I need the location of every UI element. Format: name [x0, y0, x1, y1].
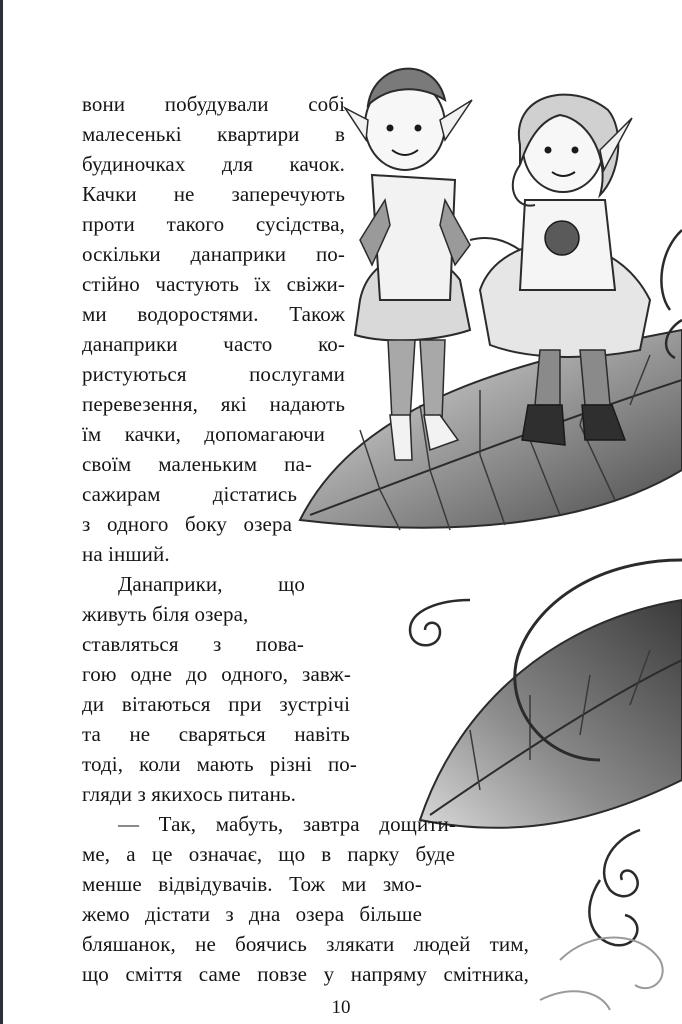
text-line: тоді, коли мають різні по-: [82, 752, 357, 776]
text-line: жемо дістати з дна озера більше: [82, 902, 422, 926]
text-line: ставляться з пова-: [82, 632, 304, 656]
text-line: що сміття саме повзе у напряму смітника,: [82, 962, 529, 986]
text-line: оскільки данаприки по-: [82, 242, 345, 266]
text-line: Данаприки, що: [118, 572, 305, 596]
text-line: та не сваряться навіть: [82, 722, 350, 746]
page-number: 10: [331, 997, 351, 1018]
text-line: будиночках для качок.: [82, 152, 345, 176]
text-line: бляшанок, не боячись злякати людей тим,: [82, 932, 529, 956]
text-line: живуть біля озера,: [82, 602, 249, 626]
text-line: вони побудували собі: [82, 92, 345, 116]
text-line: Качки не заперечують: [82, 182, 345, 206]
text-line: менше відвідувачів. Тож ми змо-: [82, 872, 422, 896]
text-line: — Так, мабуть, завтра дощити-: [118, 812, 456, 836]
text-line: своїм маленьким па-: [82, 452, 312, 476]
text-line: малесенькі квартири в: [82, 122, 345, 146]
text-line: ристуються послугами: [82, 362, 345, 386]
text-line: гою одне до одного, завж-: [82, 662, 351, 686]
text-line: сажирам дістатись: [82, 482, 297, 506]
text-line: з одного боку озера: [82, 512, 292, 536]
text-line: ди вітаються при зустрічі: [82, 692, 350, 716]
text-line: перевезення, які надають: [82, 392, 345, 416]
text-line: данаприки часто ко-: [82, 332, 345, 356]
text-line: проти такого сусідства,: [82, 212, 345, 236]
text-line: стійно частують їх свіжи-: [82, 272, 345, 296]
text-line: ми водоростями. Також: [82, 302, 345, 326]
text-line: ме, а це означає, що в парку буде: [82, 842, 455, 866]
text-line: на інший.: [82, 542, 170, 566]
text-line: їм качки, допомагаючи: [82, 422, 325, 446]
text-line: гляди з якихось питань.: [82, 782, 296, 806]
